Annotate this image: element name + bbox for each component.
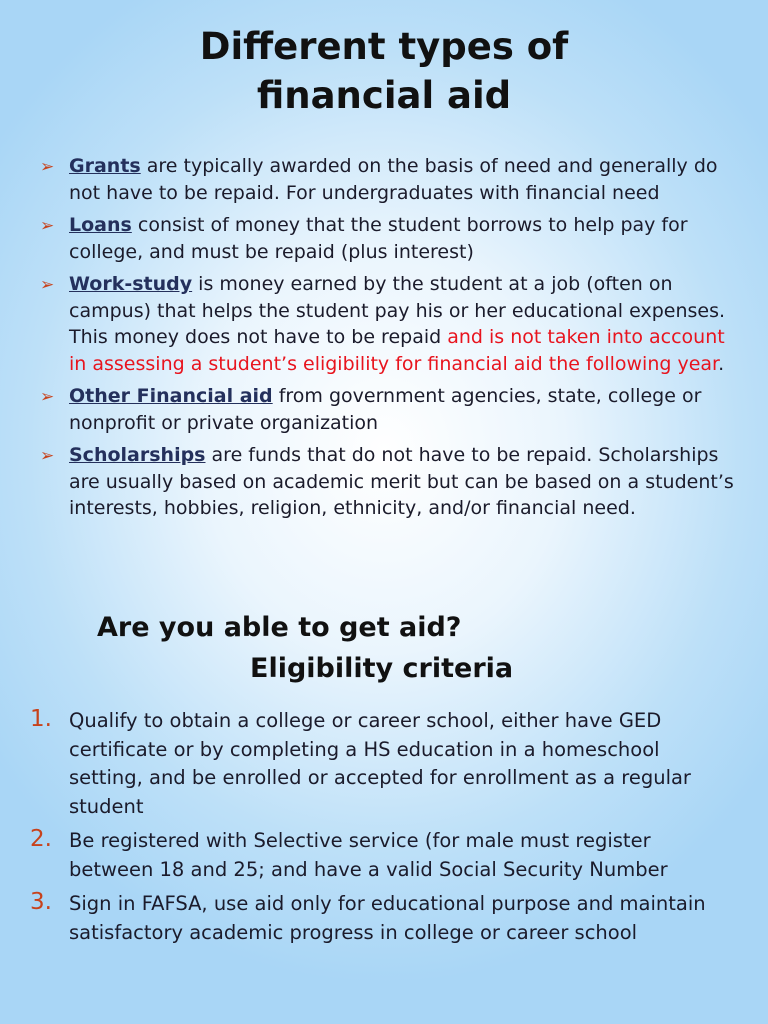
term-work-study: Work-study bbox=[69, 273, 193, 295]
criteria-text: Be registered with Selective service (for male must register between 18 and 25; and have a valid Social Security Number bbox=[69, 829, 668, 881]
aid-types-list bbox=[40, 153, 740, 528]
desc-work-study: is money earned by the student at a job (often on campus) that helps the student pay his or her educational expenses. This money does not have to be repaid bbox=[69, 273, 726, 348]
desc-loans: consist of money that the student borrows to help pay for college, and must be repaid (plus interest) bbox=[69, 214, 688, 263]
criteria-number: 3. bbox=[30, 889, 52, 915]
arrow-bullet-icon: ➢ bbox=[40, 446, 55, 466]
desc-grants: are typically awarded on the basis of need and generally do not have to be repaid. For undergraduates with financial need bbox=[69, 155, 718, 204]
arrow-bullet-icon: ➢ bbox=[40, 275, 55, 295]
criteria-item bbox=[28, 707, 738, 821]
eligibility-heading: Are you able to get aid? bbox=[97, 612, 462, 643]
criteria-text: Qualify to obtain a college or career school, either have GED certificate or by completing a HS education in a homeschool setting, and be enrolled or accepted for enrollment as a regular student bbox=[69, 709, 691, 818]
criteria-item bbox=[28, 827, 738, 884]
page-title bbox=[0, 22, 768, 120]
list-item-loans bbox=[40, 212, 740, 265]
term-scholarships: Scholarships bbox=[69, 444, 206, 466]
criteria-list bbox=[28, 707, 738, 953]
list-item-work-study bbox=[40, 271, 740, 377]
eligibility-subheading: Eligibility criteria bbox=[250, 653, 514, 684]
criteria-item bbox=[28, 890, 738, 947]
arrow-bullet-icon: ➢ bbox=[40, 387, 55, 407]
desc-scholarships: are funds that do not have to be repaid. Scholarships are usually based on academic merit but can be based on a student’s interests, hobbies, religion, ethnicity, and/or financial need. bbox=[69, 444, 734, 519]
criteria-number: 1. bbox=[30, 706, 52, 732]
title-line-1: Different types of bbox=[199, 25, 569, 68]
list-item-other-aid bbox=[40, 383, 740, 436]
arrow-bullet-icon: ➢ bbox=[40, 216, 55, 236]
title-line-2: financial aid bbox=[256, 74, 512, 117]
highlight-work-study: and is not taken into account in assessing a student’s eligibility for financial aid the following year bbox=[69, 326, 725, 375]
criteria-number: 2. bbox=[30, 826, 52, 852]
term-other-aid: Other Financial aid bbox=[69, 385, 273, 407]
desc-other-aid: from government agencies, state, college or nonprofit or private organization bbox=[69, 385, 702, 434]
criteria-text: Sign in FAFSA, use aid only for educational purpose and maintain satisfactory academic progress in college or career school bbox=[69, 892, 706, 944]
list-item-scholarships bbox=[40, 442, 740, 522]
arrow-bullet-icon: ➢ bbox=[40, 157, 55, 177]
list-item-grants bbox=[40, 153, 740, 206]
term-loans: Loans bbox=[69, 214, 132, 236]
term-grants: Grants bbox=[69, 155, 141, 177]
desc-work-study-tail: . bbox=[718, 352, 725, 375]
